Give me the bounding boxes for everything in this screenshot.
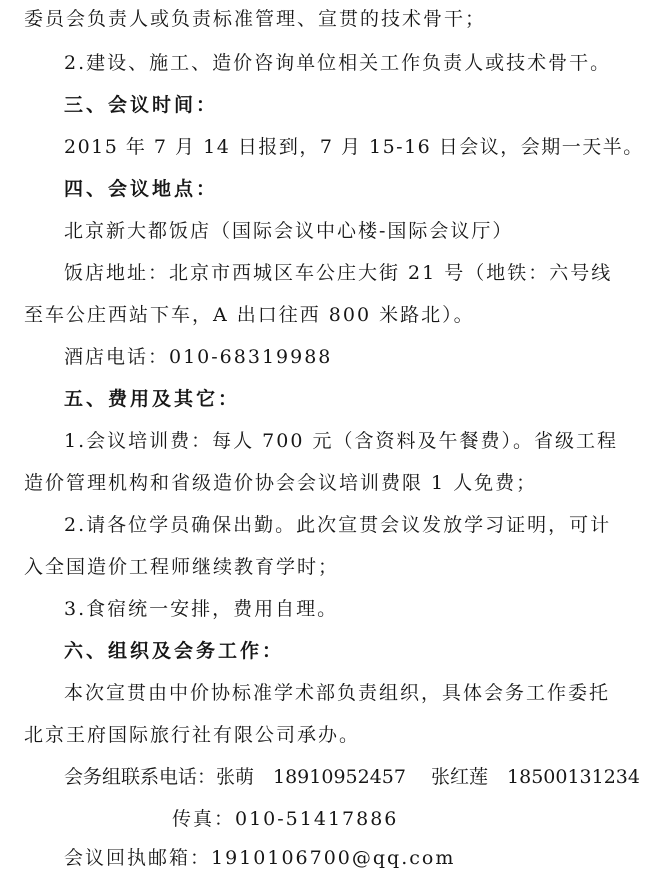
hotel-phone-text: 酒店电话：010-68319988: [64, 346, 333, 368]
venue-text: 北京新大都饭店（国际会议中心楼-国际会议厅）: [64, 220, 514, 242]
fee-item-2-line-1: 2.请各位学员确保出勤。此次宣贯会议发放学习证明，可计: [64, 514, 612, 536]
section-6-heading: 六、组织及会务工作：: [64, 640, 285, 662]
organizer-text-line-2: 北京王府国际旅行社有限公司承办。: [24, 724, 361, 746]
section-3-heading: 三、会议时间：: [64, 94, 219, 116]
fee-item-1-line-1: 1.会议培训费：每人 700 元（含资料及午餐费）。省级工程: [64, 430, 618, 452]
section-5-heading: 五、费用及其它：: [64, 388, 241, 410]
fee-item-2-line-2: 入全国造价工程师继续教育学时；: [24, 556, 340, 578]
fax-text: 传真：010-51417886: [172, 808, 399, 830]
meeting-time-text: 2015 年 7 月 14 日报到，7 月 15-16 日会议，会期一天半。: [64, 136, 644, 158]
intro-tail-text: 委员会负责人或负责标准管理、宣贯的技术骨干；: [24, 8, 487, 30]
address-line-1: 饭店地址：北京市西城区车公庄大街 21 号（地铁：六号线: [64, 262, 613, 284]
address-line-2: 至车公庄西站下车，A 出口往西 800 米路北）。: [24, 304, 475, 326]
organizer-text-line-1: 本次宣贯由中价协标准学术部负责组织，具体会务工作委托: [64, 682, 611, 704]
section-4-heading: 四、会议地点：: [64, 178, 219, 200]
contact-phone-text: 会务组联系电话：张萌 18910952457 张红莲 18500131234: [64, 766, 640, 788]
fee-item-3: 3.食宿统一安排，费用自理。: [64, 598, 339, 620]
receipt-email-text: 会议回执邮箱：1910106700@qq.com: [64, 847, 456, 869]
fee-item-1-line-2: 造价管理机构和省级造价协会会议培训费限 1 人免费；: [24, 472, 538, 494]
attendees-item-2: 2.建设、施工、造价咨询单位相关工作负责人或技术骨干。: [64, 52, 612, 74]
